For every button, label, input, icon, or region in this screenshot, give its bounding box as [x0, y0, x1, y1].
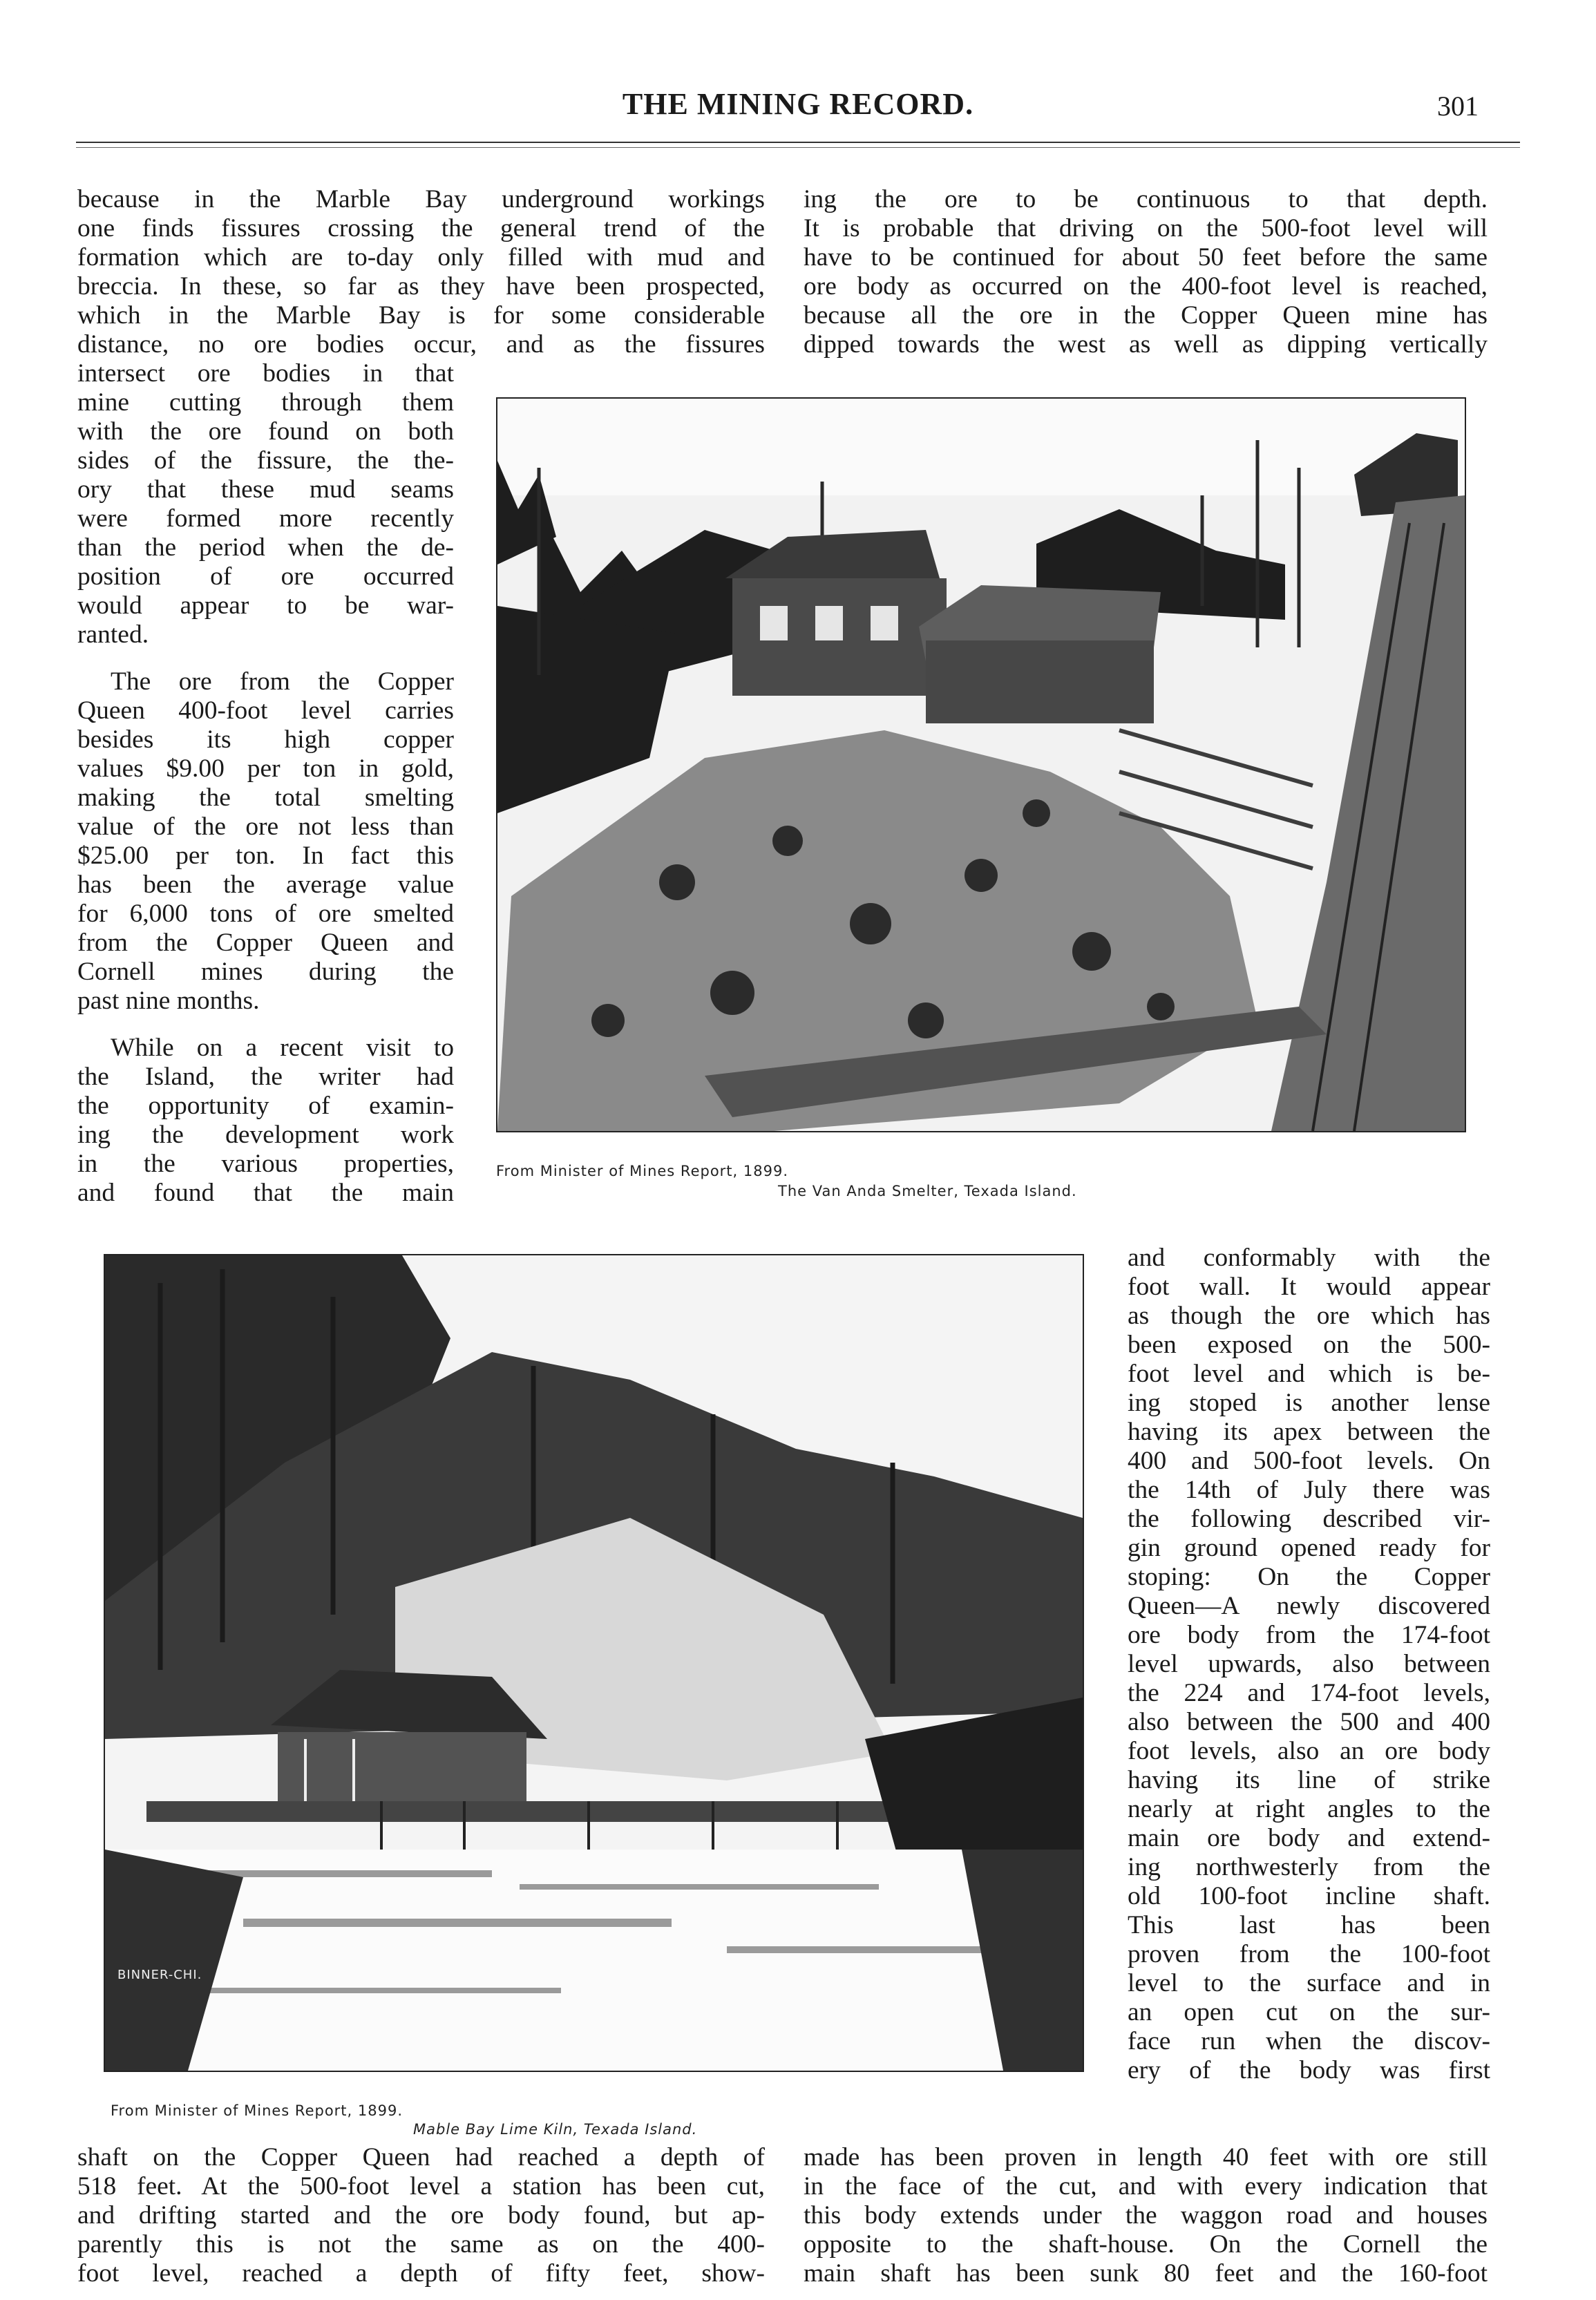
smelter-photograph — [496, 397, 1466, 1132]
page-number: 301 — [1437, 91, 1479, 122]
text-line: this body extends under the waggon road and houses — [804, 2201, 1488, 2230]
text-line: foot wall. It would appear — [1128, 1273, 1490, 1301]
paragraph-left-top — [77, 185, 765, 359]
text-line: ing northwesterly from the — [1128, 1853, 1490, 1881]
text-line: the following described vir- — [1128, 1505, 1490, 1533]
text-line: dipped towards the west as well as dipping vertically — [804, 330, 1488, 359]
text-line: gin ground opened ready for — [1128, 1534, 1490, 1562]
text-line: ing stoped is another lense — [1128, 1389, 1490, 1417]
paragraph-right-top — [804, 185, 1488, 359]
text-line: This last has been — [1128, 1911, 1490, 1939]
text-line: opposite to the shaft-house. On the Cornell the — [804, 2230, 1488, 2259]
text-line: ore body as occurred on the 400-foot level is reached, — [804, 272, 1488, 301]
text-line: old 100-foot incline shaft. — [1128, 1882, 1490, 1910]
text-line: proven from the 100-foot — [1128, 1940, 1490, 1968]
text-line: ery of the body was first — [1128, 2056, 1490, 2084]
text-line: value of the ore not less than — [77, 812, 454, 841]
text-line: with the ore found on both — [77, 417, 454, 446]
text-line: position of ore occurred — [77, 562, 454, 591]
text-line: mine cutting through them — [77, 388, 454, 417]
text-line: stoping: On the Copper — [1128, 1563, 1490, 1591]
text-line: Queen 400-foot level carries — [77, 696, 454, 725]
text-line: nearly at right angles to the — [1128, 1795, 1490, 1823]
text-line: shaft on the Copper Queen had reached a depth of — [77, 2143, 765, 2171]
text-line: main shaft has been sunk 80 feet and the 160-foot — [804, 2259, 1488, 2288]
figure-bottom-caption-text: Mable Bay Lime Kiln, Texada Island. — [413, 2121, 698, 2138]
text-line: parently this is not the same as on the 400- — [77, 2230, 765, 2259]
text-line: intersect ore bodies in that — [77, 359, 454, 388]
text-line: level to the surface and in — [1128, 1969, 1490, 1997]
text-line: for 6,000 tons of ore smelted — [77, 900, 454, 928]
text-line: than the period when the de- — [77, 533, 454, 562]
paragraph-left-narrow-1 — [77, 359, 454, 649]
text-line: foot level, reached a depth of fifty feet, show- — [77, 2259, 765, 2288]
text-line: The ore from the Copper — [111, 667, 454, 696]
engraver-mark: BINNER-CHI. — [117, 1968, 202, 1982]
text-line: been exposed on the 500- — [1128, 1331, 1490, 1359]
text-line: ranted. — [77, 620, 149, 649]
header-rule-thin — [76, 147, 1520, 148]
text-line: 400 and 500-foot levels. On — [1128, 1447, 1490, 1475]
paragraph-right-bottom — [804, 2143, 1488, 2288]
figure-bottom-source: From Minister of Mines Report, 1899. — [111, 2102, 403, 2119]
text-line: the 224 and 174-foot levels, — [1128, 1679, 1490, 1707]
text-line: the Island, the writer had — [77, 1063, 454, 1091]
text-line: ore body from the 174-foot — [1128, 1621, 1490, 1649]
text-line: face run when the discov- — [1128, 2027, 1490, 2055]
text-line: level upwards, also between — [1128, 1650, 1490, 1678]
text-line: an open cut on the sur- — [1128, 1998, 1490, 2026]
text-line: one finds fissures crossing the general trend of the — [77, 214, 765, 243]
text-line: It is probable that driving on the 500-foot level will — [804, 214, 1488, 243]
text-line: would appear to be war- — [77, 591, 454, 620]
text-line: the 14th of July there was — [1128, 1476, 1490, 1504]
text-line: values $9.00 per ton in gold, — [77, 754, 454, 783]
text-line: $25.00 per ton. In fact this — [77, 842, 454, 870]
text-line: has been the average value — [77, 871, 454, 899]
text-line: besides its high copper — [77, 725, 454, 754]
text-line: because in the Marble Bay underground workings — [77, 185, 765, 213]
text-line: because all the ore in the Copper Queen mine has — [804, 301, 1488, 330]
text-line: and found that the main — [77, 1179, 454, 1207]
text-line: ory that these mud seams — [77, 475, 454, 504]
text-line: making the total smelting — [77, 783, 454, 812]
text-line: 518 feet. At the 500-foot level a station has been cut, — [77, 2172, 765, 2201]
page-header-title: THE MINING RECORD. — [622, 87, 974, 121]
text-line: and conformably with the — [1128, 1244, 1490, 1272]
text-line: the opportunity of examin- — [77, 1092, 454, 1120]
text-line: past nine months. — [77, 987, 260, 1015]
text-line: were formed more recently — [77, 504, 454, 533]
paragraph-left-narrow-3 — [77, 1034, 454, 1208]
paragraph-left-bottom — [77, 2143, 765, 2288]
text-line: and drifting started and the ore body found, but ap- — [77, 2201, 765, 2230]
text-line: having its line of strike — [1128, 1766, 1490, 1794]
text-line: foot levels, also an ore body — [1128, 1737, 1490, 1765]
header-rule — [76, 142, 1520, 143]
text-line: breccia. In these, so far as they have been prospected, — [77, 272, 765, 301]
text-line: in the face of the cut, and with every indication that — [804, 2172, 1488, 2201]
text-line: have to be continued for about 50 feet before the same — [804, 243, 1488, 272]
figure-top-caption: The Van Anda Smelter, Texada Island. — [778, 1183, 1077, 1199]
paragraph-right-narrow — [1128, 1244, 1490, 2085]
text-line: from the Copper Queen and — [77, 929, 454, 957]
text-line: main ore body and extend- — [1128, 1824, 1490, 1852]
text-line: ing the ore to be continuous to that depth. — [804, 185, 1488, 213]
text-line: formation which are to-day only filled with mud and — [77, 243, 765, 272]
text-line: distance, no ore bodies occur, and as the fissures — [77, 330, 765, 359]
text-line: foot level and which is be- — [1128, 1360, 1490, 1388]
paragraph-left-narrow-2 — [77, 667, 454, 1016]
text-line: having its apex between the — [1128, 1418, 1490, 1446]
text-line: Cornell mines during the — [77, 958, 454, 986]
text-line: ing the development work — [77, 1121, 454, 1149]
text-line: which in the Marble Bay is for some considerable — [77, 301, 765, 330]
figure-bottom-caption — [413, 2121, 697, 2138]
text-line: in the various properties, — [77, 1150, 454, 1178]
text-line: also between the 500 and 400 — [1128, 1708, 1490, 1736]
text-line: sides of the fissure, the the- — [77, 446, 454, 475]
text-line: as though the ore which has — [1128, 1302, 1490, 1330]
text-line: made has been proven in length 40 feet with ore still — [804, 2143, 1488, 2171]
figure-top-source: From Minister of Mines Report, 1899. — [496, 1163, 789, 1179]
lime-kiln-photograph — [104, 1254, 1084, 2072]
text-line: Queen—A newly discovered — [1128, 1592, 1490, 1620]
text-line: While on a recent visit to — [111, 1034, 454, 1062]
